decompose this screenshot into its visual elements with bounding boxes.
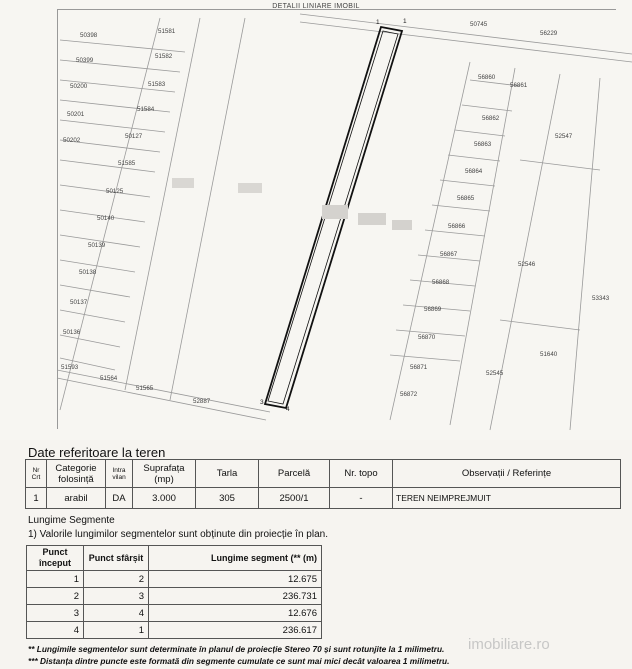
svg-text:56872: 56872 [400,391,418,398]
col-nr-topo: Nr. topo [330,460,393,488]
cell-start: 3 [27,605,84,622]
table-header-row [26,460,621,488]
svg-text:51582: 51582 [155,53,173,60]
svg-text:56870: 56870 [418,334,436,341]
svg-text:50136: 50136 [63,329,81,336]
cell-length: 12.675 [149,571,322,588]
svg-text:50125: 50125 [106,188,124,195]
col-tarla: Tarla [196,460,259,488]
cell-length: 236.617 [149,622,322,639]
svg-text:1: 1 [403,18,407,25]
svg-text:56868: 56868 [432,279,450,286]
cell-length: 12.676 [149,605,322,622]
svg-text:53343: 53343 [592,295,610,302]
svg-text:51584: 51584 [137,106,155,113]
watermark-logo: imobiliare.ro [468,636,550,653]
svg-text:52887: 52887 [193,398,211,405]
svg-text:3: 3 [260,399,264,406]
svg-text:56862: 56862 [482,115,500,122]
col-categorie: Categorie folosință [47,460,106,488]
footnote-2: *** Distanța dintre puncte este formată din segmente cumulate ce sunt mai mici decât valoarea 1 milimetru. [28,656,450,666]
svg-text:4: 4 [286,406,290,413]
table-row [27,605,322,622]
segments-subtitle: 1) Valorile lungimilor segmentelor sunt obținute din proiecție în plan. [28,529,328,540]
terrain-table [25,459,621,509]
col-intravilan: Intra vilan [106,460,133,488]
col-observatii: Observații / Referințe [393,460,621,488]
cell-intravilan: DA [106,488,133,509]
svg-text:52545: 52545 [486,370,504,377]
map-title: DETALII LINIARE IMOBIL [272,3,360,10]
svg-text:56864: 56864 [465,168,483,175]
svg-text:56860: 56860 [478,74,496,81]
svg-text:56869: 56869 [424,306,442,313]
cell-end: 4 [84,605,149,622]
col-suprafata: Suprafața (mp) [133,460,196,488]
col-punct-sfarsit: Punct sfârșit [84,546,149,571]
cell-observatii: TEREN NEIMPREJMUIT [393,488,621,509]
svg-text:50399: 50399 [76,57,94,64]
cell-start: 2 [27,588,84,605]
svg-text:51640: 51640 [540,351,558,358]
cell-end: 2 [84,571,149,588]
svg-text:50745: 50745 [470,21,488,28]
svg-text:56871: 56871 [410,364,428,371]
cell-start: 4 [27,622,84,639]
svg-text:52547: 52547 [555,133,573,140]
table-row [27,622,322,639]
table-row [27,588,322,605]
cell-nr-topo: - [330,488,393,509]
cell-suprafata: 3.000 [133,488,196,509]
footnote-1: ** Lungimile segmentelor sunt determinate în planul de proiecție Stereo 70 și sunt rotunjite la 1 milimetru. [28,644,445,654]
cell-categorie: arabil [47,488,106,509]
svg-text:50138: 50138 [79,269,97,276]
col-punct-inceput: Punct început [27,546,84,571]
svg-text:51585: 51585 [118,160,136,167]
svg-text:51581: 51581 [158,28,176,35]
svg-text:56866: 56866 [448,223,466,230]
svg-text:50201: 50201 [67,111,85,118]
svg-text:51564: 51564 [100,375,118,382]
segments-header-row [27,546,322,571]
svg-text:51593: 51593 [61,364,79,371]
svg-text:50200: 50200 [70,83,88,90]
svg-text:56863: 56863 [474,141,492,148]
svg-text:56861: 56861 [510,82,528,89]
svg-text:50127: 50127 [125,133,143,140]
cell-start: 1 [27,571,84,588]
cell-parcela: 2500/1 [259,488,330,509]
cell-length: 236.731 [149,588,322,605]
svg-text:50398: 50398 [80,32,98,39]
segments-table [26,545,322,639]
cell-nr: 1 [26,488,47,509]
svg-text:50139: 50139 [88,242,106,249]
segments-title: Lungime Segmente [28,515,115,526]
table-row [26,488,621,509]
cell-tarla: 305 [196,488,259,509]
svg-text:50137: 50137 [70,299,88,306]
cell-end: 3 [84,588,149,605]
table-row [27,571,322,588]
svg-text:52546: 52546 [518,261,536,268]
svg-text:50202: 50202 [63,137,81,144]
col-parcela: Parcelă [259,460,330,488]
svg-text:1: 1 [376,19,380,26]
cell-end: 1 [84,622,149,639]
svg-text:56865: 56865 [457,195,475,202]
svg-text:50140: 50140 [97,215,115,222]
svg-text:51565: 51565 [136,385,154,392]
col-lungime: Lungime segment (** (m) [149,546,322,571]
svg-text:56867: 56867 [440,251,458,258]
col-nr-crt: Nr Crt [26,460,47,488]
section-title: Date referitoare la teren [28,445,166,460]
svg-text:56229: 56229 [540,30,558,37]
svg-text:51583: 51583 [148,81,166,88]
